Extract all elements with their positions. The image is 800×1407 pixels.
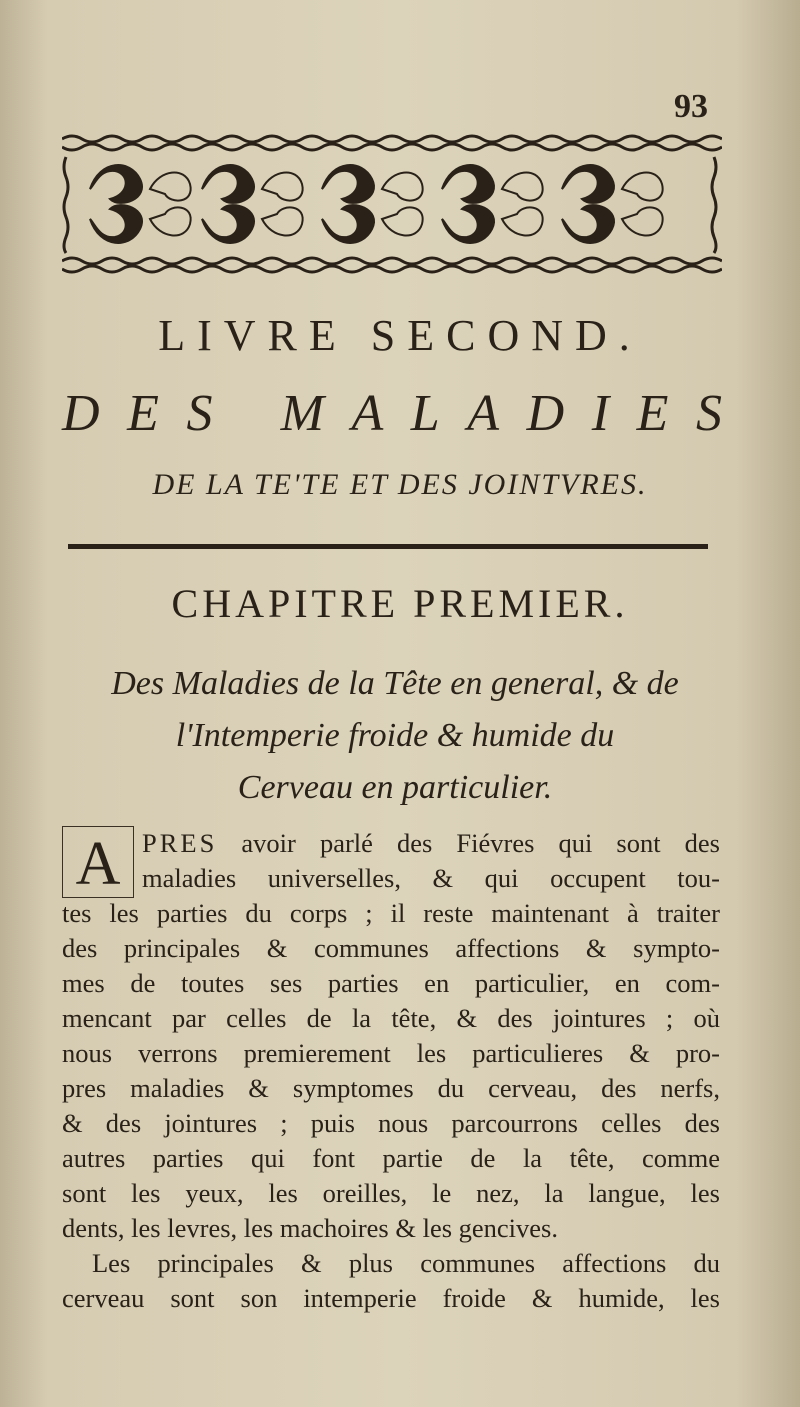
section-title-letter: D bbox=[62, 385, 100, 442]
section-subtitle: DE LA TE'TE ET DES JOINTVRES. bbox=[152, 468, 648, 501]
section-title-letter: A bbox=[351, 385, 384, 442]
text-line: & des jointures ; puis nous parcourrons celles des bbox=[62, 1108, 720, 1138]
ornament-band bbox=[62, 133, 722, 275]
text-line: autres parties qui font partie de la tête, comme bbox=[62, 1143, 720, 1173]
page-number: 93 bbox=[674, 88, 708, 125]
chapter-title-line: Cerveau en particulier. bbox=[237, 769, 553, 806]
text-line: nous verrons premierement les particulieres & pro- bbox=[62, 1038, 720, 1068]
drop-cap-letter: A bbox=[75, 830, 121, 898]
section-title-letter: D bbox=[526, 385, 565, 442]
section-title-letter: S bbox=[186, 385, 213, 442]
text-line: mencant par celles de la tête, & des jointures ; où bbox=[62, 1003, 720, 1033]
section-title bbox=[62, 384, 722, 443]
text-line: cerveau sont son intemperie froide & humide, les bbox=[62, 1283, 720, 1313]
text-line: maladies universelles, & qui occupent tou- bbox=[142, 863, 720, 893]
chapter-title-line: Des Maladies de la Tête en general, & de bbox=[111, 665, 679, 702]
text-line: tes les parties du corps ; il reste maintenant à traiter bbox=[62, 898, 720, 928]
text-line: pres maladies & symptomes du cerveau, des nerfs, bbox=[62, 1073, 720, 1103]
text-line: PRES avoir parlé des Fiévres qui sont des bbox=[142, 828, 720, 858]
chapter-title bbox=[60, 658, 730, 814]
divider-rule bbox=[68, 544, 708, 549]
chapter-title-line: l'Intemperie froide & humide du bbox=[175, 717, 615, 754]
text-line: Les principales & plus communes affections du bbox=[92, 1248, 720, 1278]
book-heading: LIVRE SECOND. bbox=[158, 311, 642, 360]
text-line: dents, les levres, les machoires & les gencives. bbox=[62, 1213, 558, 1243]
section-title-letter: E bbox=[127, 385, 159, 442]
text-line: sont les yeux, les oreilles, le nez, la langue, les bbox=[62, 1178, 720, 1208]
section-title-letter: L bbox=[410, 385, 440, 442]
section-title-letter bbox=[240, 384, 253, 443]
chapter-label: CHAPITRE PREMIER. bbox=[171, 581, 629, 626]
text-line: des principales & communes affections & sympto- bbox=[62, 933, 720, 963]
text-line: mes de toutes ses parties en particulier, en com- bbox=[62, 968, 720, 998]
section-title-letter: S bbox=[695, 385, 722, 442]
body-text bbox=[62, 826, 720, 1316]
section-title-letter: M bbox=[280, 385, 324, 442]
section-title-letter: I bbox=[591, 385, 610, 442]
first-word: PRES bbox=[142, 828, 218, 858]
section-title-letter: A bbox=[467, 385, 500, 442]
section-title-letter: E bbox=[636, 385, 669, 442]
